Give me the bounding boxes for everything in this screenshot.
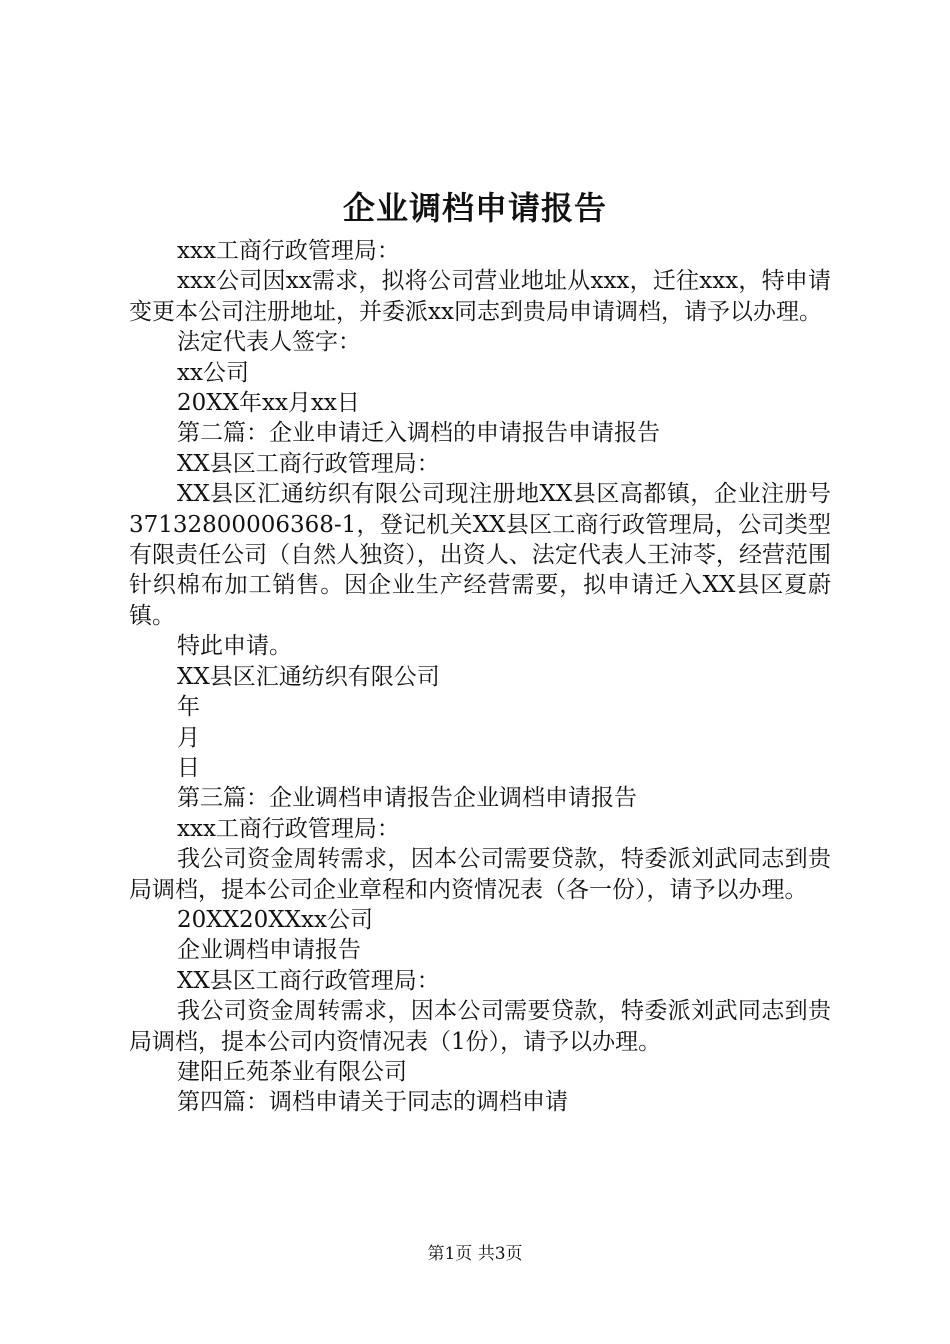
closing-line: 特此申请。: [177, 633, 292, 660]
company-name: 建阳丘苑茶业有限公司: [177, 1058, 407, 1085]
document-body: [129, 236, 831, 1118]
date-year: 年: [177, 694, 200, 721]
date-line: 20XX年xx月xx日: [177, 390, 360, 417]
addressee: xxx工商行政管理局：: [177, 238, 400, 264]
addressee: xxx工商行政管理局：: [177, 815, 400, 842]
body-paragraph: 我公司资金周转需求，因本公司需要贷款，特委派刘武同志到贵局调档，提本公司企业章程和内资情况表（各一份），请予以办理。: [129, 846, 831, 903]
section-heading: 第三篇：企业调档申请报告企业调档申请报告: [177, 785, 637, 812]
date-company-line: 20XX20XXxx公司: [177, 906, 373, 933]
body-paragraph: 我公司资金周转需求，因本公司需要贷款，特委派刘武同志到贵局调档，提本公司内资情况表（1份），请予以办理。: [129, 998, 831, 1055]
addressee: XX县区工商行政管理局：: [177, 967, 440, 994]
document-title: 企业调档申请报告: [342, 189, 607, 227]
signature-label: 法定代表人签字：: [177, 329, 361, 356]
section-heading: 第四篇：调档申请关于同志的调档申请: [177, 1089, 568, 1116]
date-day: 日: [177, 754, 200, 781]
subheading: 企业调档申请报告: [177, 937, 361, 964]
addressee: XX县区工商行政管理局：: [177, 450, 440, 477]
body-paragraph: XX县区汇通纺织有限公司现注册地XX县区高都镇，企业注册号37132800006368-1，登记机关XX县区工商行政管理局，公司类型有限责任公司（自然人独资），出资人、法定代表人王沛苓，经营范围针织棉布加工销售。因企业生产经营需要，拟申请迁入XX县区夏蔚镇。: [129, 481, 831, 629]
page-footer: 第1页 共3页: [427, 1244, 523, 1264]
date-month: 月: [177, 724, 200, 751]
section-heading: 第二篇：企业申请迁入调档的申请报告申请报告: [177, 420, 660, 447]
body-paragraph: xxx公司因xx需求，拟将公司营业地址从xxx，迁往xxx，特申请变更本公司注册地址，并委派xx同志到贵局申请调档，请予以办理。: [129, 268, 831, 325]
company-name: XX县区汇通纺织有限公司: [177, 663, 440, 690]
company-name: xx公司: [177, 359, 249, 386]
